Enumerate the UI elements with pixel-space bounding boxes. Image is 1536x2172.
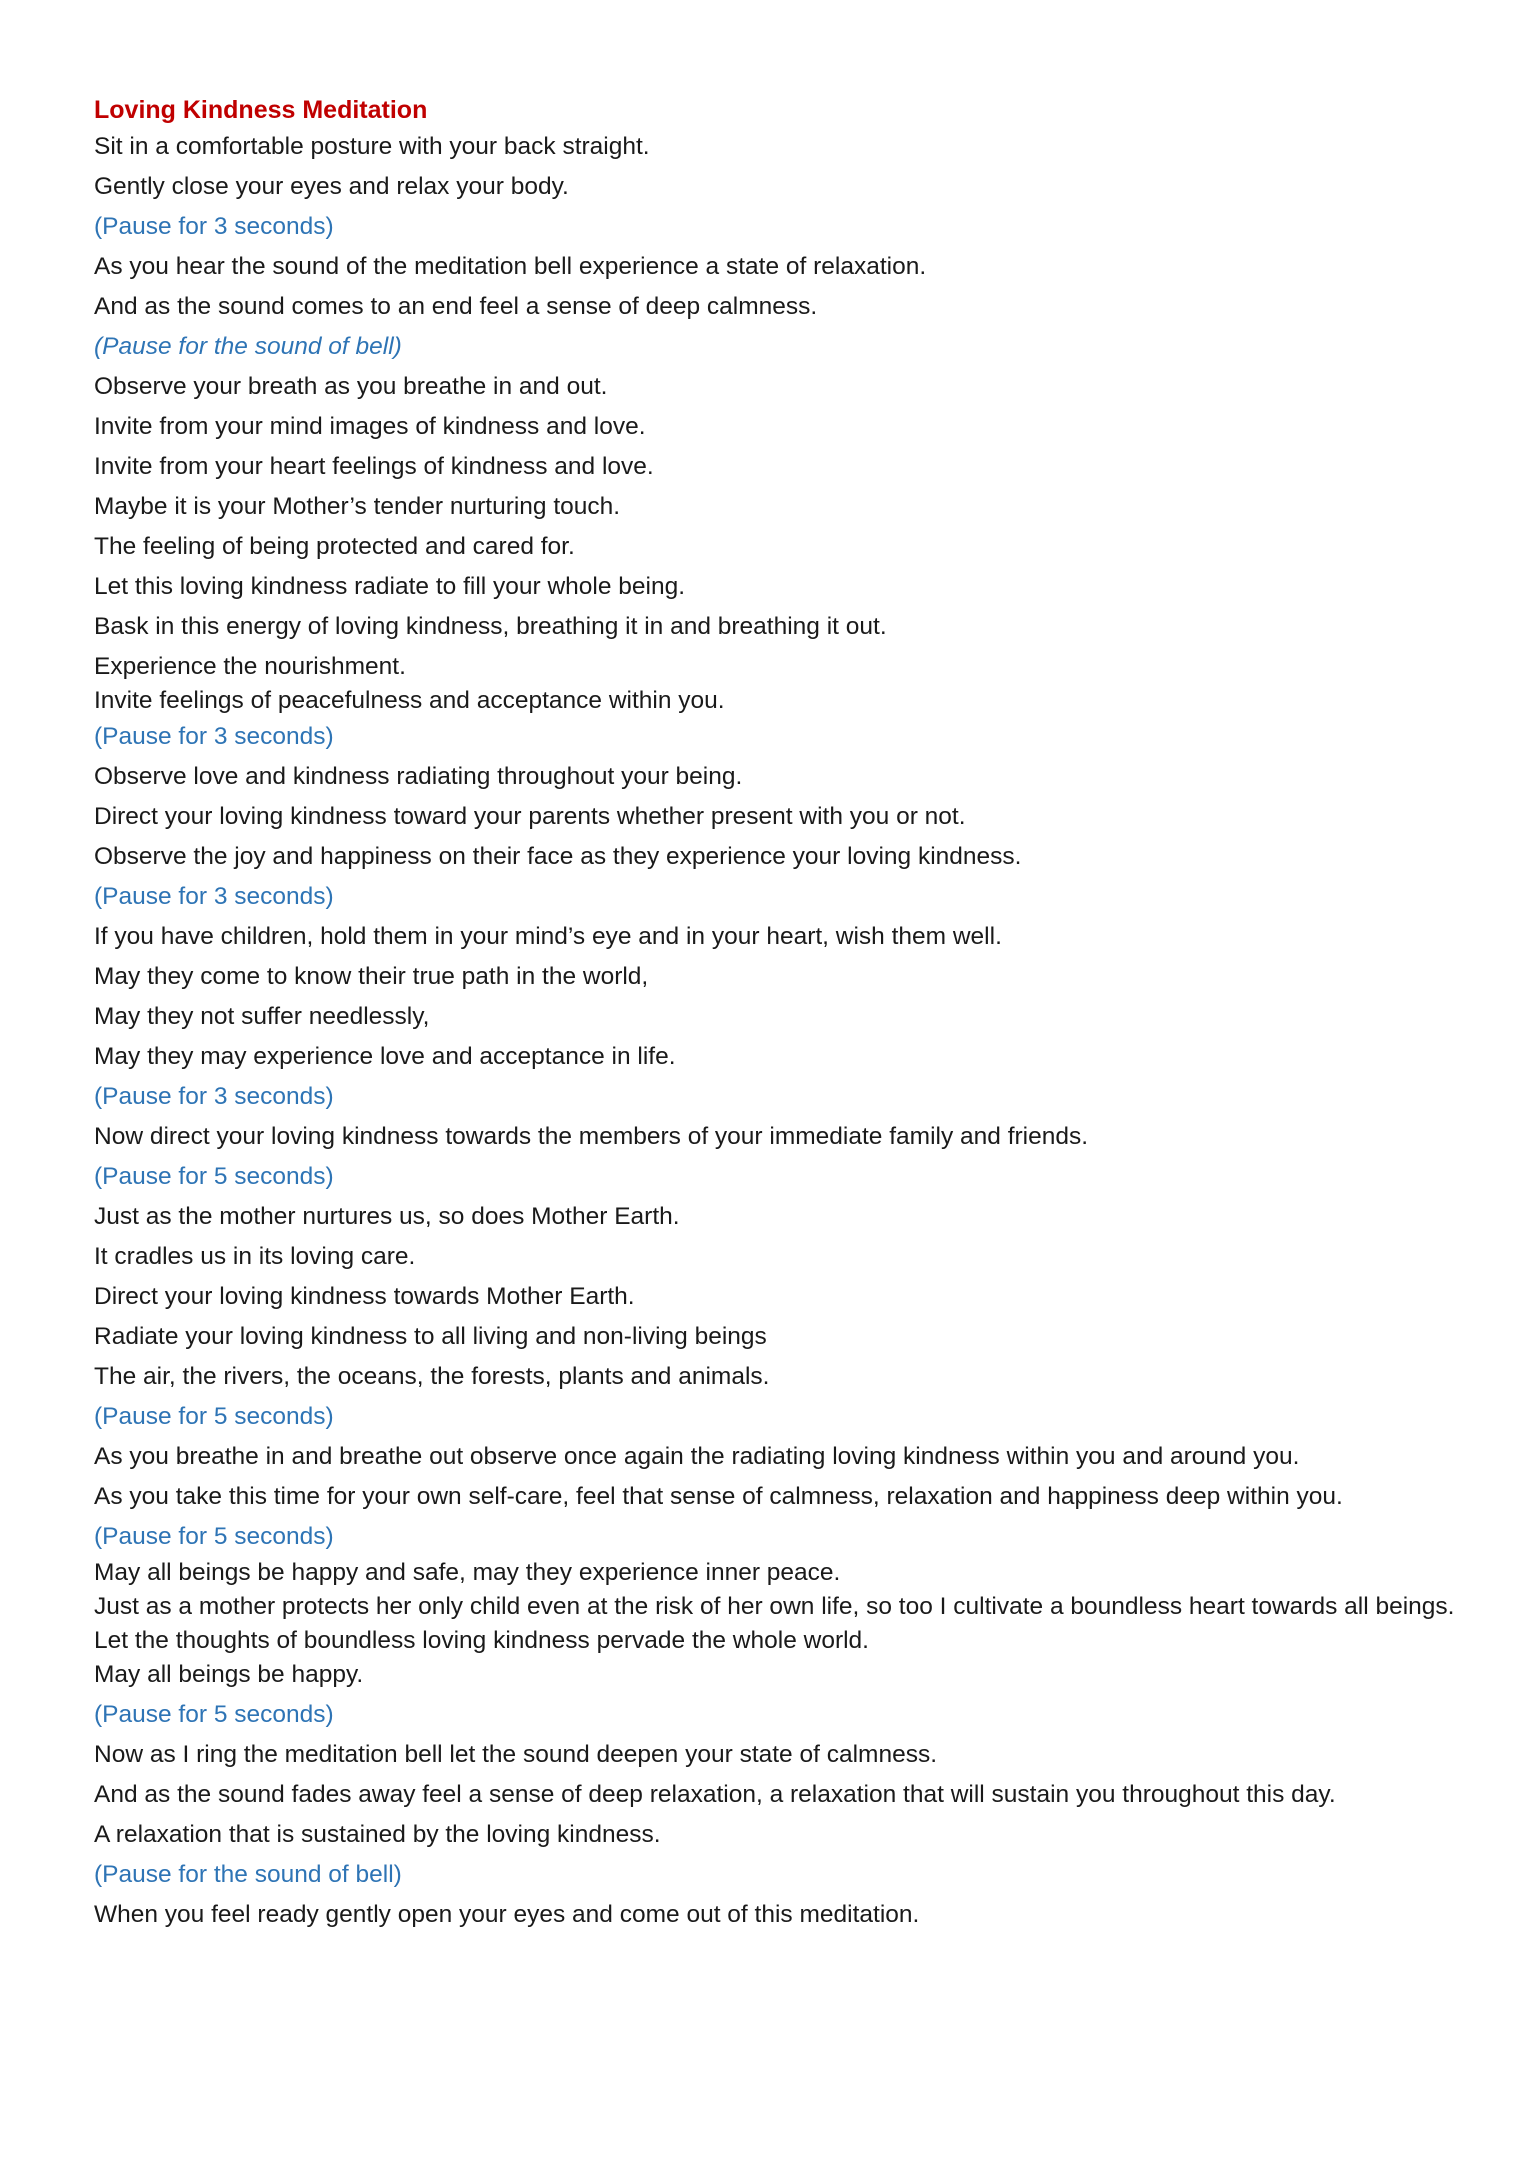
- script-line: Observe the joy and happiness on their face as they experience your loving kindness.: [94, 843, 1022, 870]
- script-line: May they not suffer needlessly,: [94, 1003, 430, 1030]
- script-line: As you breathe in and breathe out observe once again the radiating loving kindness within you and around you.: [94, 1443, 1300, 1470]
- document-body: [94, 128, 1474, 1932]
- script-line: Invite feelings of peacefulness and acceptance within you.: [94, 687, 725, 714]
- script-line: Maybe it is your Mother’s tender nurturing touch.: [94, 493, 621, 520]
- script-line: It cradles us in its loving care.: [94, 1243, 416, 1270]
- script-line: May all beings be happy.: [94, 1661, 364, 1688]
- script-line: When you feel ready gently open your eyes and come out of this meditation.: [94, 1901, 920, 1928]
- pause-instruction: (Pause for the sound of bell): [94, 1861, 402, 1888]
- pause-instruction: (Pause for 5 seconds): [94, 1701, 334, 1728]
- script-line: Radiate your loving kindness to all living and non-living beings: [94, 1323, 767, 1350]
- script-line: Invite from your mind images of kindness and love.: [94, 413, 646, 440]
- script-line: A relaxation that is sustained by the loving kindness.: [94, 1821, 661, 1848]
- script-line: Direct your loving kindness towards Mother Earth.: [94, 1283, 635, 1310]
- pause-instruction: (Pause for 5 seconds): [94, 1403, 334, 1430]
- script-line: May they come to know their true path in the world,: [94, 963, 649, 990]
- script-line: The air, the rivers, the oceans, the forests, plants and animals.: [94, 1363, 770, 1390]
- script-line: And as the sound comes to an end feel a sense of deep calmness.: [94, 293, 818, 320]
- pause-instruction: (Pause for 5 seconds): [94, 1523, 334, 1550]
- script-line: Sit in a comfortable posture with your back straight.: [94, 133, 650, 160]
- script-line: Now direct your loving kindness towards the members of your immediate family and friends.: [94, 1123, 1089, 1150]
- script-line: Experience the nourishment.: [94, 653, 406, 680]
- script-line: Now as I ring the meditation bell let the sound deepen your state of calmness.: [94, 1741, 938, 1768]
- script-line: Let this loving kindness radiate to fill your whole being.: [94, 573, 686, 600]
- pause-instruction: (Pause for 3 seconds): [94, 883, 334, 910]
- script-line: The feeling of being protected and cared for.: [94, 533, 575, 560]
- pause-instruction: (Pause for 3 seconds): [94, 723, 334, 750]
- script-line: As you take this time for your own self-care, feel that sense of calmness, relaxation and happiness deep within you.: [94, 1483, 1343, 1510]
- script-line: If you have children, hold them in your mind’s eye and in your heart, wish them well.: [94, 923, 1002, 950]
- script-line: Observe love and kindness radiating throughout your being.: [94, 763, 743, 790]
- script-line: Gently close your eyes and relax your body.: [94, 173, 569, 200]
- script-line: May they may experience love and acceptance in life.: [94, 1043, 676, 1070]
- pause-instruction: (Pause for the sound of bell): [94, 333, 402, 360]
- script-line: Bask in this energy of loving kindness, breathing it in and breathing it out.: [94, 613, 887, 640]
- pause-instruction: (Pause for 3 seconds): [94, 1083, 334, 1110]
- document-title: Loving Kindness Meditation: [94, 96, 428, 124]
- script-line: Invite from your heart feelings of kindness and love.: [94, 453, 654, 480]
- pause-instruction: (Pause for 5 seconds): [94, 1163, 334, 1190]
- script-line: As you hear the sound of the meditation bell experience a state of relaxation.: [94, 253, 927, 280]
- script-line: Let the thoughts of boundless loving kindness pervade the whole world.: [94, 1627, 869, 1654]
- script-line: Observe your breath as you breathe in and out.: [94, 373, 608, 400]
- pause-instruction: (Pause for 3 seconds): [94, 213, 334, 240]
- script-line: Just as the mother nurtures us, so does Mother Earth.: [94, 1203, 680, 1230]
- script-line: May all beings be happy and safe, may they experience inner peace.: [94, 1559, 841, 1586]
- script-line: Direct your loving kindness toward your parents whether present with you or not.: [94, 803, 966, 830]
- script-line: Just as a mother protects her only child even at the risk of her own life, so too I cultivate a boundless heart towards all beings.: [94, 1593, 1455, 1620]
- document-page: [94, 92, 1474, 1932]
- script-line: And as the sound fades away feel a sense of deep relaxation, a relaxation that will sustain you throughout this day.: [94, 1781, 1336, 1808]
